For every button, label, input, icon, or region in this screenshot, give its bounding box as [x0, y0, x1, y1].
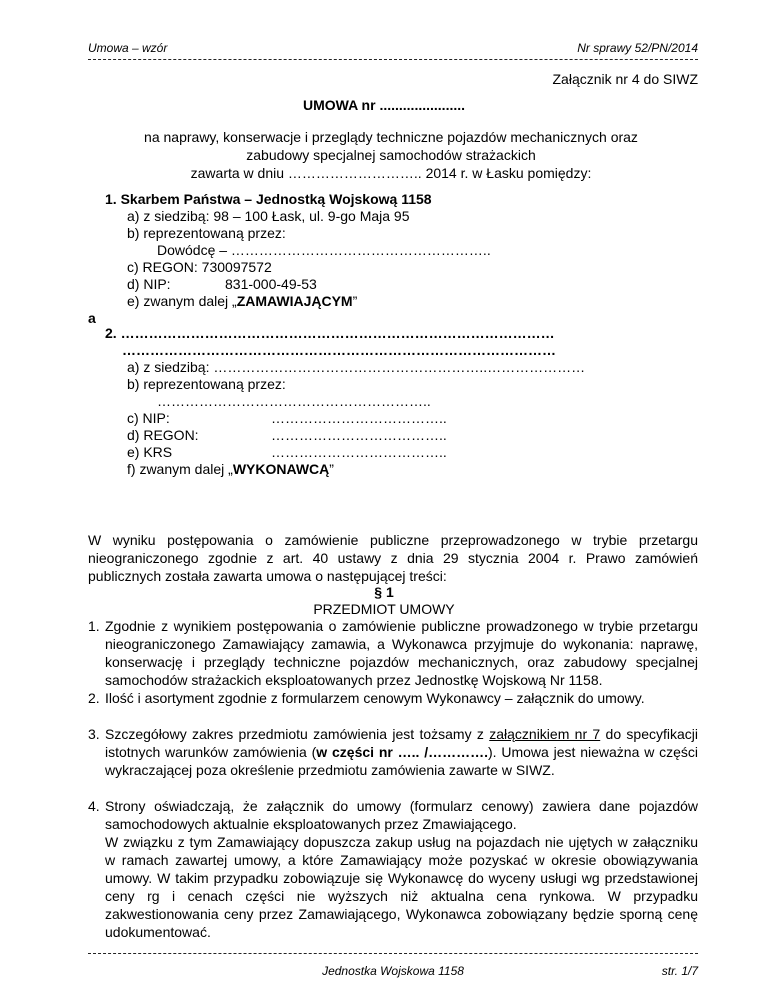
party2-represented: b) reprezentowaną przez: — [127, 376, 286, 392]
party2-role: WYKONAWCĄ — [232, 461, 330, 477]
party1-regon: c) REGON: 730097572 — [127, 259, 272, 275]
preamble: W wyniku postępowania o zamówienie publiczne przeprowadzonego w trybie przetargu nieograniczonego zgodnie z art. 40 ustawy z dnia 29 stycznia 2004 r. Prawo zamówień publicznych została zawarta umowa o następującej treści: — [88, 532, 698, 584]
annex-reference: załącznikiem nr 7 — [489, 726, 601, 742]
party1-commander: Dowódcę – ……………………………………………….. — [157, 242, 491, 258]
conjunction: a — [88, 310, 96, 326]
annex-label: Załącznik nr 4 do SIWZ — [552, 71, 698, 87]
party1-nip-value: 831-000-49-53 — [225, 276, 317, 292]
footer-center: Jednostka Wojskowa 1158 — [322, 964, 464, 978]
intro-line: zabudowy specjalnej samochodów strażackich — [246, 147, 536, 163]
party1-represented: b) reprezentowaną przez: — [127, 225, 286, 241]
header-rule — [88, 59, 698, 60]
party1-nip-label: d) NIP: — [127, 276, 171, 292]
party2-rep-value: ………………………………………………….. — [157, 393, 431, 409]
party2-seat: a) z siedzibą: …………………………………………………..………………… — [127, 359, 586, 375]
part-number: w części nr ….. /…………. — [316, 744, 489, 760]
party2-called: f) zwanym dalej „WYKONAWCĄ” — [127, 461, 334, 477]
party2-line1: 2. ………………………………………………………………………………… — [105, 325, 555, 341]
party2-krs-label: e) KRS — [127, 444, 173, 460]
list-item: 1. Zgodnie z wynikiem postępowania o zamówienie publiczne prowadzonego w trybie przetargu nieograniczonego Zamawiający zamawia, a Wykonawca przyjmuje do wykonania: naprawę, konserwację i przeglądy techniczne pojazdów mechanicznych, oraz zabudowy specjalnej samochodów strażackich eksploatowanych przez Jednostkę Wojskową Nr 1158. — [88, 618, 698, 688]
section-title: PRZEDMIOT UMOWY — [313, 601, 455, 617]
party2-krs-value: ……………………………….. — [271, 444, 447, 460]
party2-nip-label: c) NIP: — [127, 410, 170, 426]
party2-nip-value: ……………………………….. — [271, 410, 447, 426]
section-number: § 1 — [374, 584, 394, 600]
party1-called: e) zwanym dalej „ZAMAWIAJĄCYM” — [127, 293, 358, 309]
intro-line: zawarta w dniu ……………………….. 2014 r. w Łasku pomiędzy: — [190, 165, 592, 181]
page-number: str. 1/7 — [661, 964, 698, 978]
intro-line: na naprawy, konserwacje i przeglądy techniczne pojazdów mechanicznych oraz — [144, 129, 638, 145]
party1-role: ZAMAWIAJĄCYM — [236, 293, 353, 309]
party2-regon-label: d) REGON: — [127, 427, 199, 443]
header-right: Nr sprawy 52/PN/2014 — [577, 41, 698, 55]
party2-line2: ………………………………………………………………………………… — [122, 342, 556, 358]
contract-intro — [96, 128, 686, 182]
party1-seat: a) z siedzibą: 98 – 100 Łask, ul. 9-go Maja 95 — [127, 208, 410, 224]
footer-rule — [88, 953, 698, 954]
list-item: 2. Ilość i asortyment zgodnie z formularzem cenowym Wykonawcy – załącznik do umowy. — [88, 690, 645, 706]
list-item: 4. Strony oświadczają, że załącznik do umowy (formularz cenowy) zawiera dane pojazdów samochodowych aktualnie eksploatowanych przez Zmawiającego. W związku z tym Zamawiający dopuszcza zakup usług na pojazdach nie ujętych w załączniku w ramach zawartej umowy, a które Zamawiający może pozyskać w okresie obowiązywania umowy. W takim przypadku zobowiązuje się Wykonawcę do wyceny usługi wg przedstawionej ceny rg i cenach części nie wyższych niż aktualna cena rynkowa. W przypadku zakwestionowania ceny przez Zamawiającego, Wykonawca zobowiązany będzie sporną cenę udokumentować. — [88, 798, 698, 940]
list-item: 3. Szczegółowy zakres przedmiotu zamówienia jest tożsamy z załącznikiem nr 7 do specyfikacji istotnych warunków zamówienia (w części nr ….. /………….). Umowa jest nieważna w części wykraczającej poza określenie przedmiotu zamówienia zawarte w SIWZ. — [88, 726, 699, 778]
party2-regon-value: ……………………………….. — [271, 427, 447, 443]
contract-title: UMOWA nr ...................... — [302, 97, 466, 113]
header-left: Umowa – wzór — [88, 41, 168, 55]
party1-heading: 1. Skarbem Państwa – Jednostką Wojskową 1158 — [105, 191, 432, 207]
